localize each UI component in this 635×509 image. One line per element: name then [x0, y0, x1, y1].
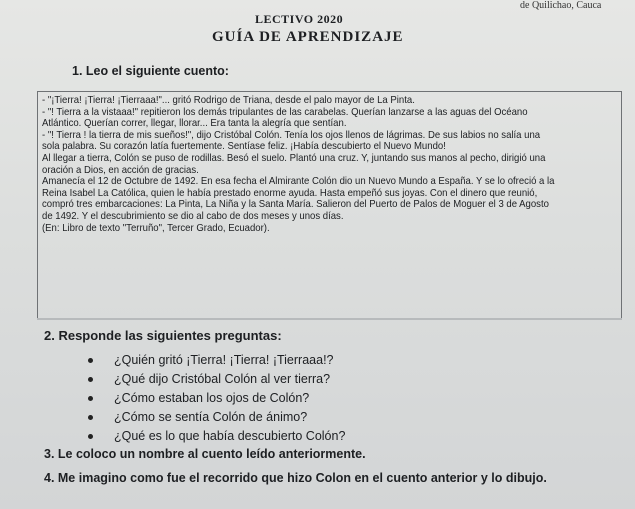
story-box	[37, 91, 622, 319]
guide-title: GUÍA DE APRENDIZAJE	[212, 29, 404, 45]
header-location-note: de Quilichao, Cauca	[520, 0, 602, 11]
question-item: ¿Qué dijo Cristóbal Colón al ver tierra?	[88, 370, 345, 389]
section-3-instruction: 3. Le coloco un nombre al cuento leído anteriormente.	[44, 447, 366, 461]
story-line: Reina Isabel La Católica, quien le había prestado enorme ayuda. Hasta empeñó sus joyas. Con el dinero que reunió,	[42, 187, 538, 199]
question-item: ¿Cómo estaban los ojos de Colón?	[88, 389, 345, 408]
story-text	[42, 95, 622, 234]
divider	[37, 318, 622, 320]
question-item: ¿Cómo se sentía Colón de ánimo?	[88, 408, 345, 427]
story-line: (En: Libro de texto "Terruño", Tercer Grado, Ecuador).	[42, 222, 270, 234]
section-2-heading: 2. Responde las siguientes preguntas:	[44, 328, 282, 343]
section-1-heading: 1. Leo el siguiente cuento:	[72, 64, 229, 78]
question-item: ¿Quién gritó ¡Tierra! ¡Tierra! ¡Tierraaa!?	[88, 351, 345, 370]
story-line: - "! Tierra a la vistaaa!" repitieron los demás tripulantes de las carabelas. Querían lanzarse a las aguas del Océano	[42, 106, 528, 118]
story-line: sola palabra. Su corazón latía fuertemente. Sentíase feliz. ¡Había descubierto el Nuevo Mundo!	[42, 141, 446, 153]
story-line: Amanecía el 12 de Octubre de 1492. En esa fecha el Almirante Colón dio un Nuevo Mundo a España. Y se lo ofreció a la	[42, 176, 555, 188]
story-line: - "! Tierra ! la tierra de mis sueños!", dijo Cristóbal Colón. Tenía los ojos llenos de lágrimas. De sus labios no salía una	[42, 129, 541, 141]
school-year-label: LECTIVO 2020	[255, 12, 344, 26]
story-line: de 1492. Y el descubrimiento se dio al cabo de dos meses y unos días.	[42, 210, 344, 222]
story-line: Atlántico. Querían correr, llegar, llorar... Era tanta la alegría que sentían.	[42, 118, 347, 130]
story-line: compró tres embarcaciones: La Pinta, La Niña y la Santa María. Salieron del Puerto de Palos de Moguer el 3 de Agosto	[42, 199, 549, 211]
section-4-instruction: 4. Me imagino como fue el recorrido que hizo Colon en el cuento anterior y lo dibujo.	[44, 471, 547, 485]
story-line: Al llegar a tierra, Colón se puso de rodillas. Besó el suelo. Plantó una cruz. Y, juntando sus manos al pecho, dirigió una	[42, 152, 546, 164]
question-list	[88, 351, 345, 446]
story-line: - "¡Tierra! ¡Tierra! ¡Tierraaa!"... gritó Rodrigo de Triana, desde el palo mayor de La Pinta.	[42, 95, 415, 106]
question-item: ¿Qué es lo que había descubierto Colón?	[88, 427, 345, 446]
story-line: oración a Dios, en acción de gracias.	[42, 164, 199, 176]
